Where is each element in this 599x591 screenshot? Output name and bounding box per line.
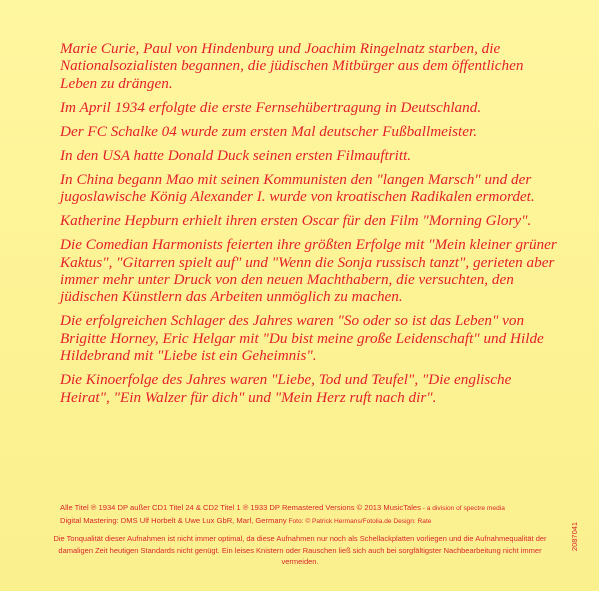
paragraph-hepburn: Katherine Hepburn erhielt ihren ersten Oscar für den Film "Morning Glory".: [60, 212, 532, 230]
paragraph-deaths: Marie Curie, Paul von Hindenburg und Joachim Ringelnatz starben, die Nationalsozialisten begannen, die jüdischen Mitbürger aus dem öffentlichen Leben zu drängen.: [60, 40, 524, 92]
history-text-block: [60, 40, 560, 413]
paragraph-comedian-harmonists: Die Comedian Harmonists feierten ihre größten Erfolge mit "Mein kleiner grüner Kaktus", "Gitarren spielt auf" und "Wenn die Sonja russisch tanzt", gerieten aber immer mehr unter Druck von den neuen Machthabern, die versuchten, den jüdischen Künstlern das Arbeiten unmöglich zu machen.: [60, 236, 557, 306]
credits-line-mastering: [60, 515, 580, 528]
paragraph-cinema: Die Kinoerfolge des Jahres waren "Liebe, Tod und Teufel", "Die englische Heirat", "Ein Walzer für dich" und "Mein Herz ruft nach dir".: [60, 371, 512, 406]
paragraph-donald-duck: In den USA hatte Donald Duck seinen ersten Filmauftritt.: [60, 146, 412, 164]
paragraph-china-yugoslavia: In China begann Mao mit seinen Kommunisten den "langen Marsch" und der jugoslawische König Alexander I. wurde von kroatischen Radikalen ermordet.: [60, 170, 535, 206]
sound-quality-note: Die Tonqualität dieser Aufnahmen ist nicht immer optimal, da diese Aufnahmen nur noch als Schellackplatten vorliegen und die Aufnahmequalität der damaligen Zeit heutigen Standards nicht genügt. Ein leises Knistern oder Rauschen ließ sich auch bei sorgfältigster Nachbearbeitung nicht immer vermeiden.: [53, 534, 547, 567]
credits-rights-text: Alle Titel ℗ 1934 DP außer CD1 Titel 24 & CD2 Titel 1 ℗ 1933 DP Remastered Versions © 2013 MusicTales: [60, 503, 421, 512]
credits-line-rights: [60, 502, 580, 515]
credits-photo-design-text: Foto: © Patrick Hermans/Fotolia.de Design: Rate: [286, 517, 432, 525]
catalog-number: 2087041: [569, 521, 579, 552]
credits-block: [60, 502, 580, 527]
paragraph-television: Im April 1934 erfolgte die erste Fernsehübertragung in Deutschland.: [60, 98, 482, 116]
credits-mastering-text: Digital Mastering: DMS Ulf Horbelt & Uwe Lux GbR, Marl, Germany: [60, 515, 287, 525]
paragraph-schalke: Der FC Schalke 04 wurde zum ersten Mal deutscher Fußballmeister.: [60, 122, 478, 140]
credits-division-text: - a division of spectre media: [420, 505, 505, 512]
paragraph-schlager: Die erfolgreichen Schlager des Jahres waren "So oder so ist das Leben" von Brigitte Horney, Eric Helgar mit "Du bist meine große Leidenschaft" und Hilde Hildebrand mit "Liebe ist ein Geheimnis".: [60, 312, 544, 365]
